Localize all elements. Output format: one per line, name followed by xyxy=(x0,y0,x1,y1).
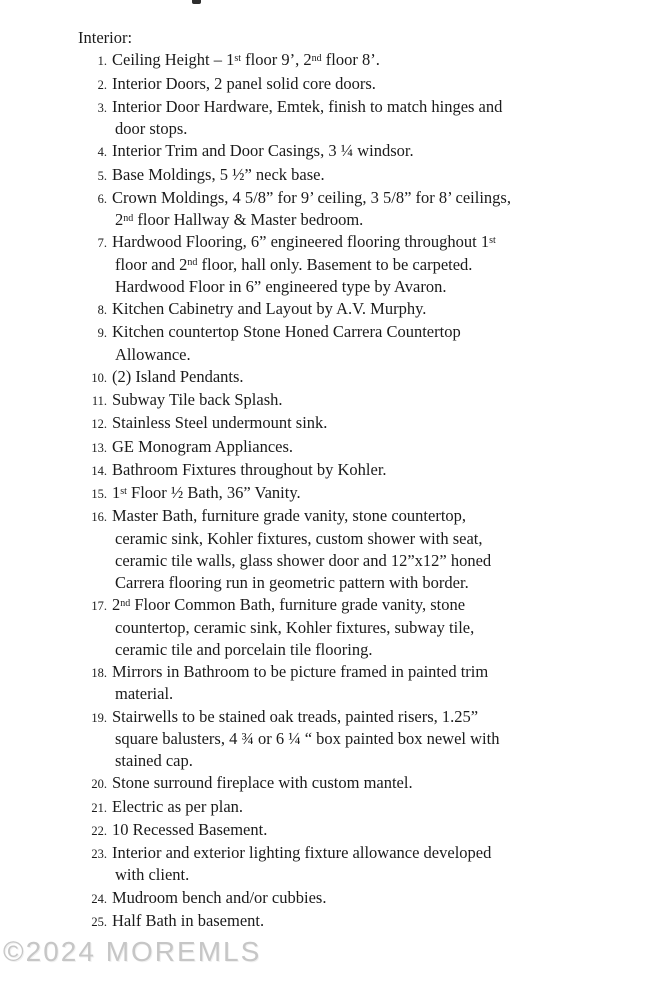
list-item-line: 2nd Floor Common Bath, furniture grade vanity, stone xyxy=(112,595,466,615)
list-item-line: Master Bath, furniture grade vanity, stone countertop, xyxy=(112,506,467,526)
list-item-text xyxy=(112,366,244,388)
list-item-text xyxy=(112,796,243,818)
list-item-line: Stairwells to be stained oak treads, painted risers, 1.25” xyxy=(112,706,479,726)
list-item xyxy=(78,164,623,187)
list-item-text xyxy=(112,187,511,232)
list-item-number: 18. xyxy=(91,666,107,680)
list-item-line: door stops. xyxy=(115,119,188,138)
list-item-number: 4. xyxy=(97,145,107,160)
list-item-text xyxy=(112,706,499,773)
list-item-text xyxy=(112,910,264,932)
list-item-number: 20. xyxy=(91,777,107,792)
list-item-number: 16. xyxy=(91,510,107,525)
list-item-line: floor and 2nd floor, hall only. Basement to be carpeted. xyxy=(115,254,473,274)
list-item-line: countertop, ceramic sink, Kohler fixtures, subway tile, xyxy=(115,617,475,637)
list-item-number: 5. xyxy=(97,168,107,183)
list-item xyxy=(78,96,623,141)
list-item-text xyxy=(112,594,474,661)
list-item-line: Stone surround fireplace with custom mantel. xyxy=(112,773,413,793)
list-item-line: GE Monogram Appliances. xyxy=(112,436,294,456)
list-item-line: Hardwood Flooring, 6” engineered flooring throughout 1st xyxy=(112,232,496,252)
list-item-line: ceramic tile and porcelain tile flooring. xyxy=(115,639,373,659)
list-item-number: 8. xyxy=(97,303,107,317)
list-item-text xyxy=(112,140,414,162)
list-item-line: stained cap. xyxy=(115,751,193,770)
list-item-number: 14. xyxy=(91,463,107,478)
list-item-text xyxy=(112,887,326,909)
list-item-line: 2nd floor Hallway & Master bedroom. xyxy=(115,210,364,229)
list-item xyxy=(78,842,623,887)
list-item xyxy=(78,187,623,232)
list-item-line: Mirrors in Bathroom to be picture framed in painted trim xyxy=(112,662,489,681)
list-item-number: 22. xyxy=(91,823,107,838)
list-item-line: Kitchen Cabinetry and Layout by A.V. Murphy. xyxy=(112,299,427,318)
list-item-number: 19. xyxy=(91,710,107,725)
list-item-number: 2. xyxy=(97,77,107,92)
list-item-text xyxy=(112,73,376,95)
list-item xyxy=(78,772,623,795)
list-item xyxy=(78,389,623,412)
list-item-line: material. xyxy=(115,684,174,704)
list-item-number: 12. xyxy=(91,417,107,432)
list-item-text xyxy=(112,298,426,320)
list-item-text xyxy=(112,482,301,504)
list-item-number: 6. xyxy=(97,191,107,206)
list-item-line: Base Moldings, 5 ½” neck base. xyxy=(112,164,325,184)
list-item-line: Interior Trim and Door Casings, 3 ¼ windsor. xyxy=(112,141,414,161)
list-item xyxy=(78,436,623,459)
list-item-number: 21. xyxy=(91,800,107,815)
list-item-line: Kitchen countertop Stone Honed Carrera Countertop xyxy=(112,322,461,342)
list-item-line: Bathroom Fixtures throughout by Kohler. xyxy=(112,459,387,479)
list-item-number: 24. xyxy=(91,891,107,906)
list-item-number: 7. xyxy=(97,236,107,251)
list-item-text xyxy=(112,661,488,706)
list-item-line: Interior Door Hardware, Emtek, finish to match hinges and xyxy=(112,96,503,116)
list-item-number: 23. xyxy=(91,847,107,861)
list-item-text xyxy=(112,772,413,794)
list-item-number: 3. xyxy=(97,100,107,115)
list-item xyxy=(78,321,623,366)
list-item xyxy=(78,887,623,910)
list-item-number: 9. xyxy=(97,326,107,341)
list-item-text xyxy=(112,459,387,481)
list-item xyxy=(78,482,623,505)
list-item-line: with client. xyxy=(115,865,190,885)
list-item-text xyxy=(112,842,491,887)
list-item-number: 1. xyxy=(97,54,107,69)
list-item-text xyxy=(112,49,380,71)
list-item xyxy=(78,298,623,321)
list-item xyxy=(78,910,623,933)
list-item-line: Subway Tile back Splash. xyxy=(112,390,283,409)
list-item-line: ceramic tile walls, glass shower door and 12”x12” honed xyxy=(115,550,492,570)
list-item-text xyxy=(112,231,496,298)
list-item-line: Half Bath in basement. xyxy=(112,910,265,930)
list-item-text xyxy=(112,164,325,186)
list-item xyxy=(78,505,623,594)
list-item xyxy=(78,231,623,298)
list-item xyxy=(78,796,623,819)
list-item xyxy=(78,661,623,706)
list-item-text xyxy=(112,96,502,141)
list-item-text xyxy=(112,321,461,366)
list-item-line: square balusters, 4 ¾ or 6 ¼ “ box painted box newel with xyxy=(115,728,500,748)
list-item-line: (2) Island Pendants. xyxy=(112,366,244,386)
list-item-number: 17. xyxy=(91,599,107,614)
list-item xyxy=(78,594,623,661)
list-item-line: Mudroom bench and/or cubbies. xyxy=(112,887,327,907)
list-item xyxy=(78,459,623,482)
cropped-text-fragment xyxy=(192,0,201,4)
list-item-text xyxy=(112,819,267,841)
list-item-line: Crown Moldings, 4 5/8” for 9’ ceiling, 3 5/8” for 8’ ceilings, xyxy=(112,187,511,207)
list-item-line: Stainless Steel undermount sink. xyxy=(112,413,328,433)
list-item-number: 13. xyxy=(91,440,107,455)
list-item xyxy=(78,819,623,842)
list-item-line: Allowance. xyxy=(115,344,191,364)
list-item-number: 11. xyxy=(91,394,107,408)
list-item-text xyxy=(112,389,283,411)
section-heading: Interior: xyxy=(78,28,133,47)
list-item-number: 10. xyxy=(91,370,107,385)
list-item xyxy=(78,73,623,96)
list-item xyxy=(78,140,623,163)
list-item-number: 25. xyxy=(91,914,107,929)
list-item-line: ceramic sink, Kohler fixtures, custom shower with seat, xyxy=(115,528,483,548)
spec-document xyxy=(78,27,623,933)
list-item xyxy=(78,49,623,72)
list-item-line: Hardwood Floor in 6” engineered type by Avaron. xyxy=(115,276,447,296)
list-item-text xyxy=(112,505,491,594)
feature-list xyxy=(78,49,623,933)
list-item-line: Ceiling Height – 1st floor 9’, 2nd floor 8’. xyxy=(112,50,380,70)
list-item-number: 15. xyxy=(91,487,107,501)
mls-watermark: ©2024 MOREMLS xyxy=(3,936,262,967)
list-item-text xyxy=(112,412,327,434)
list-item-line: 10 Recessed Basement. xyxy=(112,819,268,839)
list-item-text xyxy=(112,436,293,458)
list-item-line: 1st Floor ½ Bath, 36” Vanity. xyxy=(112,483,301,502)
list-item-line: Carrera flooring run in geometric pattern with border. xyxy=(115,573,469,592)
list-item xyxy=(78,706,623,773)
list-item-line: Interior Doors, 2 panel solid core doors. xyxy=(112,73,376,93)
list-item-line: Interior and exterior lighting fixture allowance developed xyxy=(112,843,492,862)
list-item xyxy=(78,366,623,389)
list-item-line: Electric as per plan. xyxy=(112,796,244,816)
list-item xyxy=(78,412,623,435)
